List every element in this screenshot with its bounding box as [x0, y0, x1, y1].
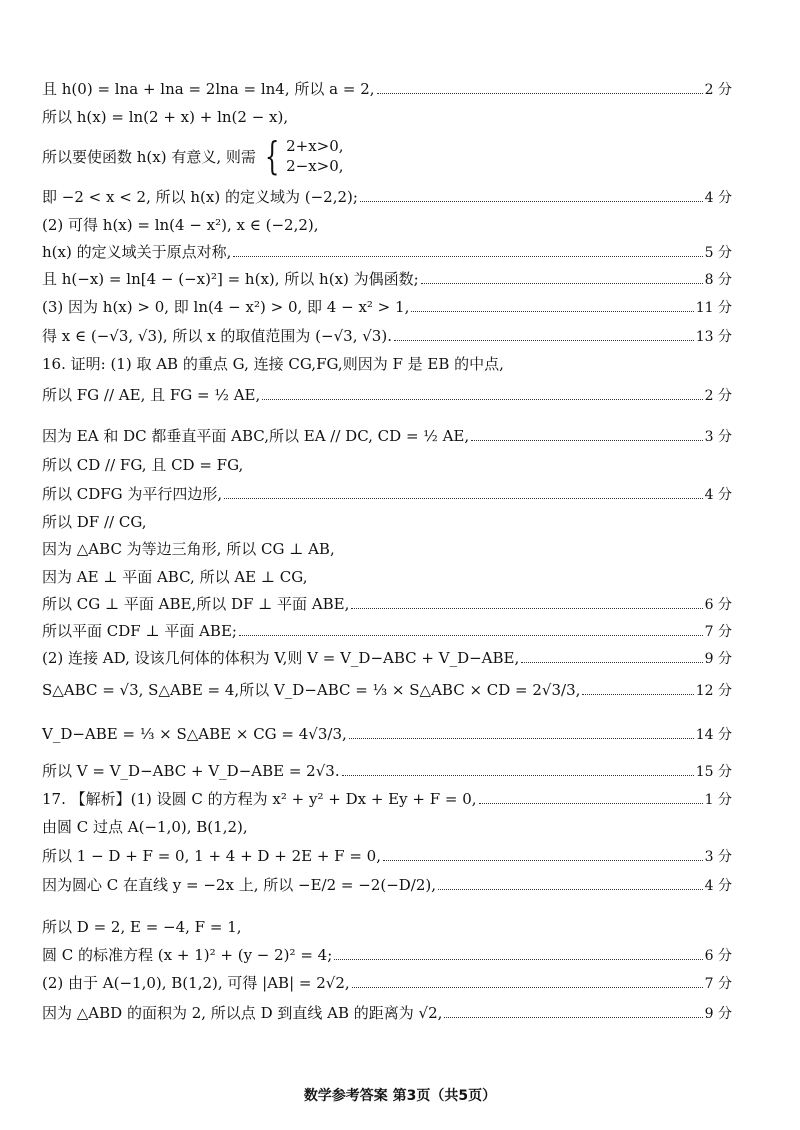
dot-leader: [479, 802, 703, 804]
dot-leader: [349, 737, 694, 739]
line-text: 因为 △ABD 的面积为 2, 所以点 D 到直线 AB 的距离为 √2,: [42, 1004, 443, 1022]
solution-line: [42, 1002, 732, 1023]
dot-leader: [224, 497, 702, 499]
score-label: 15 分: [695, 764, 732, 780]
line-text: 且 h(−x) = ln[4 − (−x)²] = h(x), 所以 h(x) 为偶函数;: [42, 270, 419, 288]
dot-leader: [411, 310, 693, 312]
solution-line: [42, 845, 732, 866]
score-label: 9 分: [704, 651, 732, 667]
line-text: (2) 可得 h(x) = ln(4 − x²), x ∈ (−2,2),: [42, 216, 319, 234]
dot-leader: [377, 92, 703, 94]
solution-line: [42, 916, 732, 937]
score-label: 7 分: [704, 624, 732, 640]
line-text: (2) 由于 A(−1,0), B(1,2), 可得 |AB| = 2√2,: [42, 974, 350, 992]
score-label: 6 分: [704, 597, 732, 613]
solution-line: [42, 566, 732, 587]
solution-line: [42, 874, 732, 895]
score-label: 2 分: [704, 82, 732, 98]
line-text: 因为 EA 和 DC 都垂直平面 ABC,所以 EA // DC, CD = ½ AE,: [42, 427, 470, 445]
score-label: 8 分: [704, 272, 732, 288]
case-condition: 2−x>0,: [286, 157, 344, 175]
solution-line: [42, 241, 732, 262]
line-text: 由圆 C 过点 A(−1,0), B(1,2),: [42, 818, 248, 836]
solution-line: [42, 483, 732, 504]
solution-line: [42, 454, 732, 475]
case-system: [256, 136, 344, 176]
dot-leader: [233, 255, 702, 257]
line-text: 所以 h(x) = ln(2 + x) + ln(2 − x),: [42, 108, 289, 126]
score-label: 6 分: [704, 948, 732, 964]
score-label: 3 分: [704, 849, 732, 865]
line-text: (2) 连接 AD, 设该几何体的体积为 V,则 V = V_D−ABC + V_D−ABE,: [42, 649, 520, 667]
score-label: 4 分: [704, 190, 732, 206]
solution-line: [42, 425, 732, 446]
solution-line: [42, 353, 732, 374]
line-text: V_D−ABE = ⅓ × S△ABE × CG = 4√3/3,: [42, 725, 347, 743]
score-label: 1 分: [704, 792, 732, 808]
left-brace-icon: {: [264, 134, 280, 178]
dot-leader: [360, 200, 703, 202]
solution-line: [42, 647, 732, 668]
solution-line: [42, 679, 732, 700]
line-text: 所以 V = V_D−ABC + V_D−ABE = 2√3.: [42, 762, 340, 780]
line-text: 即 −2 < x < 2, 所以 h(x) 的定义域为 (−2,2);: [42, 188, 358, 206]
dot-leader: [521, 661, 702, 663]
score-label: 7 分: [704, 976, 732, 992]
score-label: 4 分: [704, 878, 732, 894]
score-label: 9 分: [704, 1006, 732, 1022]
line-text: 因为 △ABC 为等边三角形, 所以 CG ⊥ AB,: [42, 540, 335, 558]
dot-leader: [334, 958, 702, 960]
dot-leader: [421, 282, 703, 284]
line-text: h(x) 的定义域关于原点对称,: [42, 243, 232, 261]
score-label: 14 分: [695, 727, 732, 743]
solution-line: [42, 186, 732, 207]
dot-leader: [444, 1016, 702, 1018]
solution-line: [42, 106, 732, 127]
solution-line: [42, 724, 732, 744]
line-text: 16. 证明: (1) 取 AB 的重点 G, 连接 CG,FG,则因为 F 是 EB 的中点,: [42, 355, 504, 373]
solution-line: [42, 296, 732, 317]
solution-line: [42, 620, 732, 641]
solution-line: [42, 972, 732, 993]
solution-line: [42, 384, 732, 405]
line-text: (3) 因为 h(x) > 0, 即 ln(4 − x²) > 0, 即 4 − x² > 1,: [42, 298, 410, 316]
page-footer: 数学参考答案 第3页（共5页）: [303, 1088, 497, 1104]
solution-line: [42, 788, 732, 809]
score-label: 11 分: [695, 300, 732, 316]
dot-leader: [352, 986, 703, 988]
line-text: 所以 CDFG 为平行四边形,: [42, 485, 223, 503]
solution-line: [42, 538, 732, 559]
dot-leader: [262, 398, 702, 400]
line-text: 得 x ∈ (−√3, √3), 所以 x 的取值范围为 (−√3, √3).: [42, 327, 392, 345]
solution-line: [42, 268, 732, 289]
dot-leader: [383, 859, 703, 861]
line-text: 所以要使函数 h(x) 有意义, 则需: [42, 147, 256, 166]
score-label: 13 分: [695, 329, 732, 345]
dot-leader: [342, 774, 694, 776]
line-text: 所以 DF // CG,: [42, 513, 147, 531]
line-text: 所以平面 CDF ⊥ 平面 ABE;: [42, 622, 237, 640]
line-text: 因为圆心 C 在直线 y = −2x 上, 所以 −E/2 = −2(−D/2),: [42, 876, 437, 894]
line-text: 因为 AE ⊥ 平面 ABC, 所以 AE ⊥ CG,: [42, 568, 308, 586]
solution-line: [42, 816, 732, 837]
line-text: S△ABC = √3, S△ABE = 4,所以 V_D−ABC = ⅓ × S△ABC × CD = 2√3/3,: [42, 681, 581, 699]
dot-leader: [394, 339, 694, 341]
dot-leader: [438, 888, 703, 890]
score-label: 12 分: [695, 683, 732, 699]
case-condition: 2+x>0,: [286, 137, 344, 155]
line-text: 所以 1 − D + F = 0, 1 + 4 + D + 2E + F = 0,: [42, 847, 381, 865]
solution-line: [42, 214, 732, 235]
score-label: 4 分: [704, 487, 732, 503]
solution-line: [42, 78, 732, 99]
dot-leader: [582, 693, 693, 695]
line-text: 圆 C 的标准方程 (x + 1)² + (y − 2)² = 4;: [42, 946, 333, 964]
dot-leader: [351, 607, 702, 609]
solution-line: [42, 136, 732, 176]
line-text: 所以 CD // FG, 且 CD = FG,: [42, 456, 244, 474]
solution-line: [42, 760, 732, 781]
solution-line: [42, 593, 732, 614]
score-label: 5 分: [704, 245, 732, 261]
dot-leader: [471, 439, 703, 441]
line-text: 所以 FG // AE, 且 FG = ½ AE,: [42, 386, 261, 404]
line-text: 所以 CG ⊥ 平面 ABE,所以 DF ⊥ 平面 ABE,: [42, 595, 350, 613]
score-label: 2 分: [704, 388, 732, 404]
solution-line: [42, 944, 732, 965]
line-text: 17. 【解析】(1) 设圆 C 的方程为 x² + y² + Dx + Ey + F = 0,: [42, 790, 477, 808]
dot-leader: [239, 634, 703, 636]
solution-line: [42, 325, 732, 346]
solution-line: [42, 511, 732, 532]
line-text: 所以 D = 2, E = −4, F = 1,: [42, 918, 242, 936]
score-label: 3 分: [704, 429, 732, 445]
line-text: 且 h(0) = lna + lna = 2lna = ln4, 所以 a = 2,: [42, 80, 375, 98]
